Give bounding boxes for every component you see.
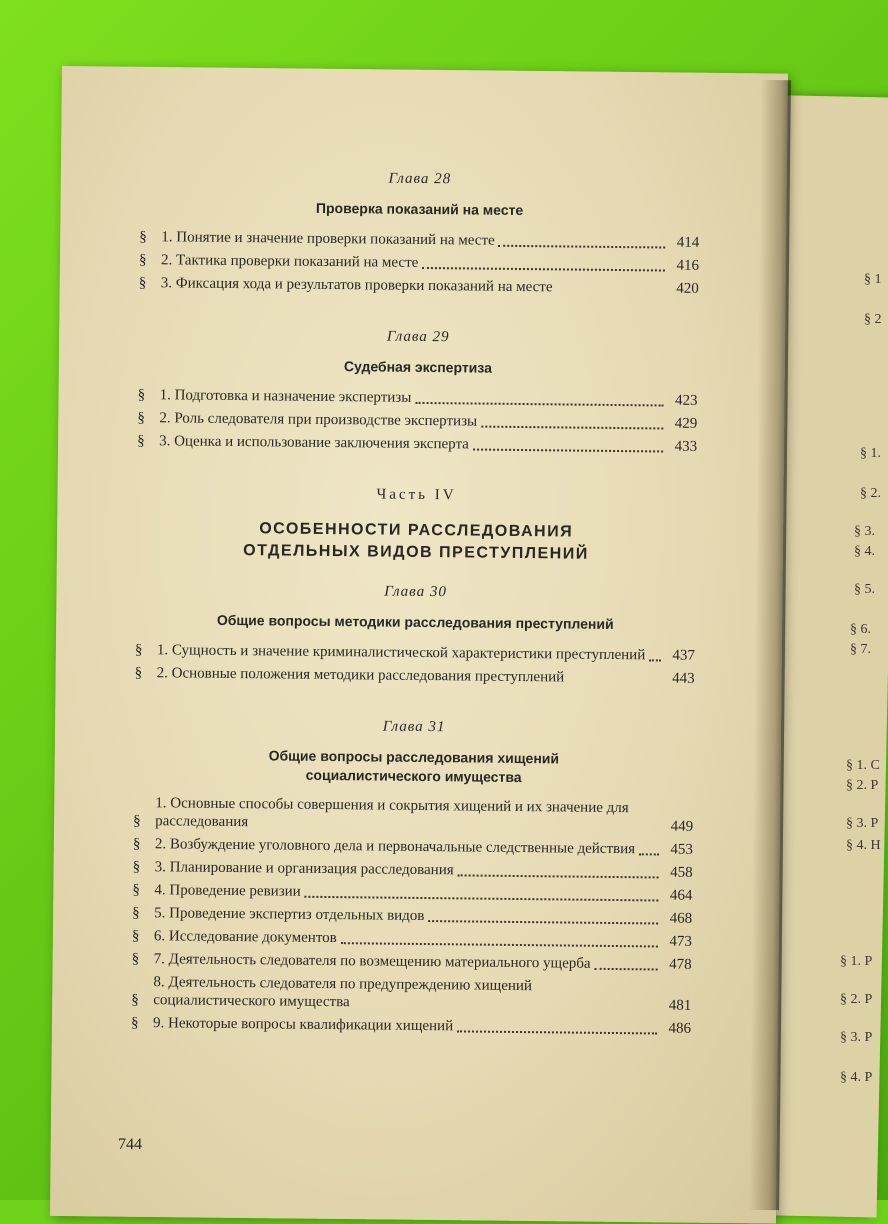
fragment: § 3. Р <box>840 1030 872 1046</box>
page-number: 473 <box>662 933 692 951</box>
section-sign: § <box>137 432 159 450</box>
toc-entry[interactable] <box>132 881 692 905</box>
leader-dots <box>422 266 665 272</box>
page-number: 458 <box>663 864 693 882</box>
page-number: 478 <box>662 956 692 974</box>
page-number: 423 <box>668 391 698 409</box>
section-sign: § <box>137 409 159 427</box>
page-number: 414 <box>669 233 699 251</box>
page-number: 453 <box>663 841 693 859</box>
leader-dots <box>499 244 666 249</box>
leader-dots <box>481 424 663 429</box>
part-title-line: ОТДЕЛЬНЫХ ВИДОВ ПРЕСТУПЛЕНИЙ <box>136 539 696 567</box>
section-sign: § <box>139 251 161 269</box>
toc-entry[interactable] <box>139 274 699 298</box>
toc-entry[interactable] <box>135 641 695 665</box>
entry-list <box>139 228 700 298</box>
section-sign: § <box>132 881 154 899</box>
chapter-label: Глава 28 <box>140 168 700 191</box>
entry-title: 7. Деятельность следователя по возмещению материального ущерба <box>154 951 591 974</box>
chapter-title: Общие вопросы методики расследования преступлений <box>135 610 695 635</box>
toc-entry[interactable] <box>133 858 693 882</box>
chapter-label: Глава 30 <box>135 581 695 604</box>
section-sign: § <box>133 812 155 830</box>
fragment: § 1 <box>864 272 882 288</box>
entry-title: 2. Возбуждение уголовного дела и первоначальные следственные действия <box>155 836 635 859</box>
entry-title: 2. Роль следователя при производстве экспертизы <box>159 409 477 430</box>
entry-title: 1. Подготовка и назначение экспертизы <box>160 386 412 407</box>
entry-title: 9. Некоторые вопросы квалификации хищений <box>153 1015 453 1036</box>
chapter-label: Глава 29 <box>138 326 698 349</box>
entry-title: 4. Проведение ревизии <box>154 882 300 902</box>
part-title <box>136 517 696 567</box>
leader-dots <box>458 874 659 879</box>
page-number: 437 <box>665 646 695 664</box>
leader-dots <box>457 1030 657 1035</box>
fragment: § 4. Р <box>840 1070 872 1086</box>
toc-entry[interactable] <box>133 835 693 859</box>
toc-entry[interactable] <box>138 386 698 410</box>
page-folio: 744 <box>118 1136 142 1154</box>
page-number: 486 <box>661 1020 691 1038</box>
leader-dots <box>305 895 659 902</box>
page-number: 433 <box>667 437 697 455</box>
leader-dots <box>428 920 658 925</box>
toc-entry[interactable] <box>137 432 697 456</box>
section-sign: § <box>132 904 154 922</box>
chapter-title-line: социалистического имущества <box>134 764 694 789</box>
section-sign: § <box>138 386 160 404</box>
entry-title: 3. Фиксация хода и результатов проверки показаний на месте <box>161 274 553 296</box>
leader-dots <box>639 853 659 856</box>
entry-title: 6. Исследование документов <box>154 928 337 948</box>
chapter-title: Проверка показаний на месте <box>139 197 699 222</box>
fragment: § 6. <box>850 622 871 638</box>
page-number: 420 <box>669 279 699 297</box>
fragment: § 2. Р <box>840 992 872 1008</box>
fragment: § 3. <box>854 524 875 540</box>
entry-title: 3. Планирование и организация расследования <box>155 859 454 880</box>
toc-entry[interactable] <box>132 927 692 951</box>
page-number: 481 <box>661 997 691 1015</box>
toc-entry[interactable] <box>135 664 695 688</box>
toc-entry[interactable] <box>131 973 691 1015</box>
section-sign: § <box>135 664 157 682</box>
entry-title: 1. Основные способы совершения и сокрытия хищений и их значение для расследования <box>155 795 655 836</box>
fragment: § 3. Р <box>846 816 878 832</box>
chapter-title <box>134 745 694 789</box>
entry-title: 2. Тактика проверки показаний на месте <box>161 251 419 272</box>
fragment: § 5. <box>854 582 875 598</box>
page-number: 443 <box>665 669 695 687</box>
toc-entry[interactable] <box>139 251 699 275</box>
fragment: § 2. Р <box>846 778 878 794</box>
toc-entry[interactable] <box>132 904 692 928</box>
fragment: § 1. Р <box>840 954 872 970</box>
entry-list <box>135 641 695 688</box>
section-sign: § <box>135 641 157 659</box>
fragment: § 4. <box>854 544 875 560</box>
part-title-line: ОСОБЕННОСТИ РАССЛЕДОВАНИЯ <box>136 517 696 545</box>
part-label: Часть IV <box>137 484 697 507</box>
toc-entry[interactable] <box>132 950 692 974</box>
page-number: 429 <box>667 414 697 432</box>
section-sign: § <box>132 950 154 968</box>
page-number: 449 <box>663 818 693 836</box>
chapter-title: Судебная экспертиза <box>138 355 698 380</box>
leader-dots <box>649 658 661 661</box>
toc-entry[interactable] <box>139 228 699 252</box>
section-sign: § <box>131 991 153 1009</box>
entry-list <box>131 794 693 1038</box>
entry-title: 1. Понятие и значение проверки показаний на месте <box>161 228 495 249</box>
page-number: 464 <box>662 887 692 905</box>
page-number: 468 <box>662 910 692 928</box>
fragment: § 2. <box>860 486 881 502</box>
section-sign: § <box>131 1014 153 1032</box>
table-of-contents <box>131 168 700 1072</box>
chapter-title-line: Общие вопросы расследования хищений <box>134 745 694 770</box>
fragment: § 1. <box>860 446 881 462</box>
leader-dots <box>415 401 663 407</box>
entry-title: 8. Деятельность следователя по предупреждению хищений социалистического имущества <box>153 974 653 1015</box>
chapter-label: Глава 31 <box>134 716 694 739</box>
section-sign: § <box>133 858 155 876</box>
toc-entry[interactable] <box>131 1014 691 1038</box>
page-number: 416 <box>669 256 699 274</box>
section-sign: § <box>132 927 154 945</box>
entry-list <box>137 386 698 456</box>
entry-title: 2. Основные положения методики расследования преступлений <box>157 664 565 686</box>
entry-title: 1. Сущность и значение криминалистической характеристики преступлений <box>157 641 646 664</box>
fragment: § 7. <box>850 642 871 658</box>
fragment: § 1. С <box>846 758 880 774</box>
leader-dots <box>473 447 663 452</box>
section-sign: § <box>139 274 161 292</box>
toc-entry[interactable] <box>133 794 693 836</box>
section-sign: § <box>139 228 161 246</box>
entry-title: 3. Оценка и использование заключения эксперта <box>159 432 469 453</box>
toc-entry[interactable] <box>137 409 697 433</box>
section-sign: § <box>133 835 155 853</box>
leader-dots <box>341 942 658 948</box>
leader-dots <box>594 967 657 971</box>
entry-title: 5. Проведение экспертиз отдельных видов <box>154 905 424 926</box>
fragment: § 2 <box>864 312 882 328</box>
fragment: § 4. Н <box>846 838 881 854</box>
